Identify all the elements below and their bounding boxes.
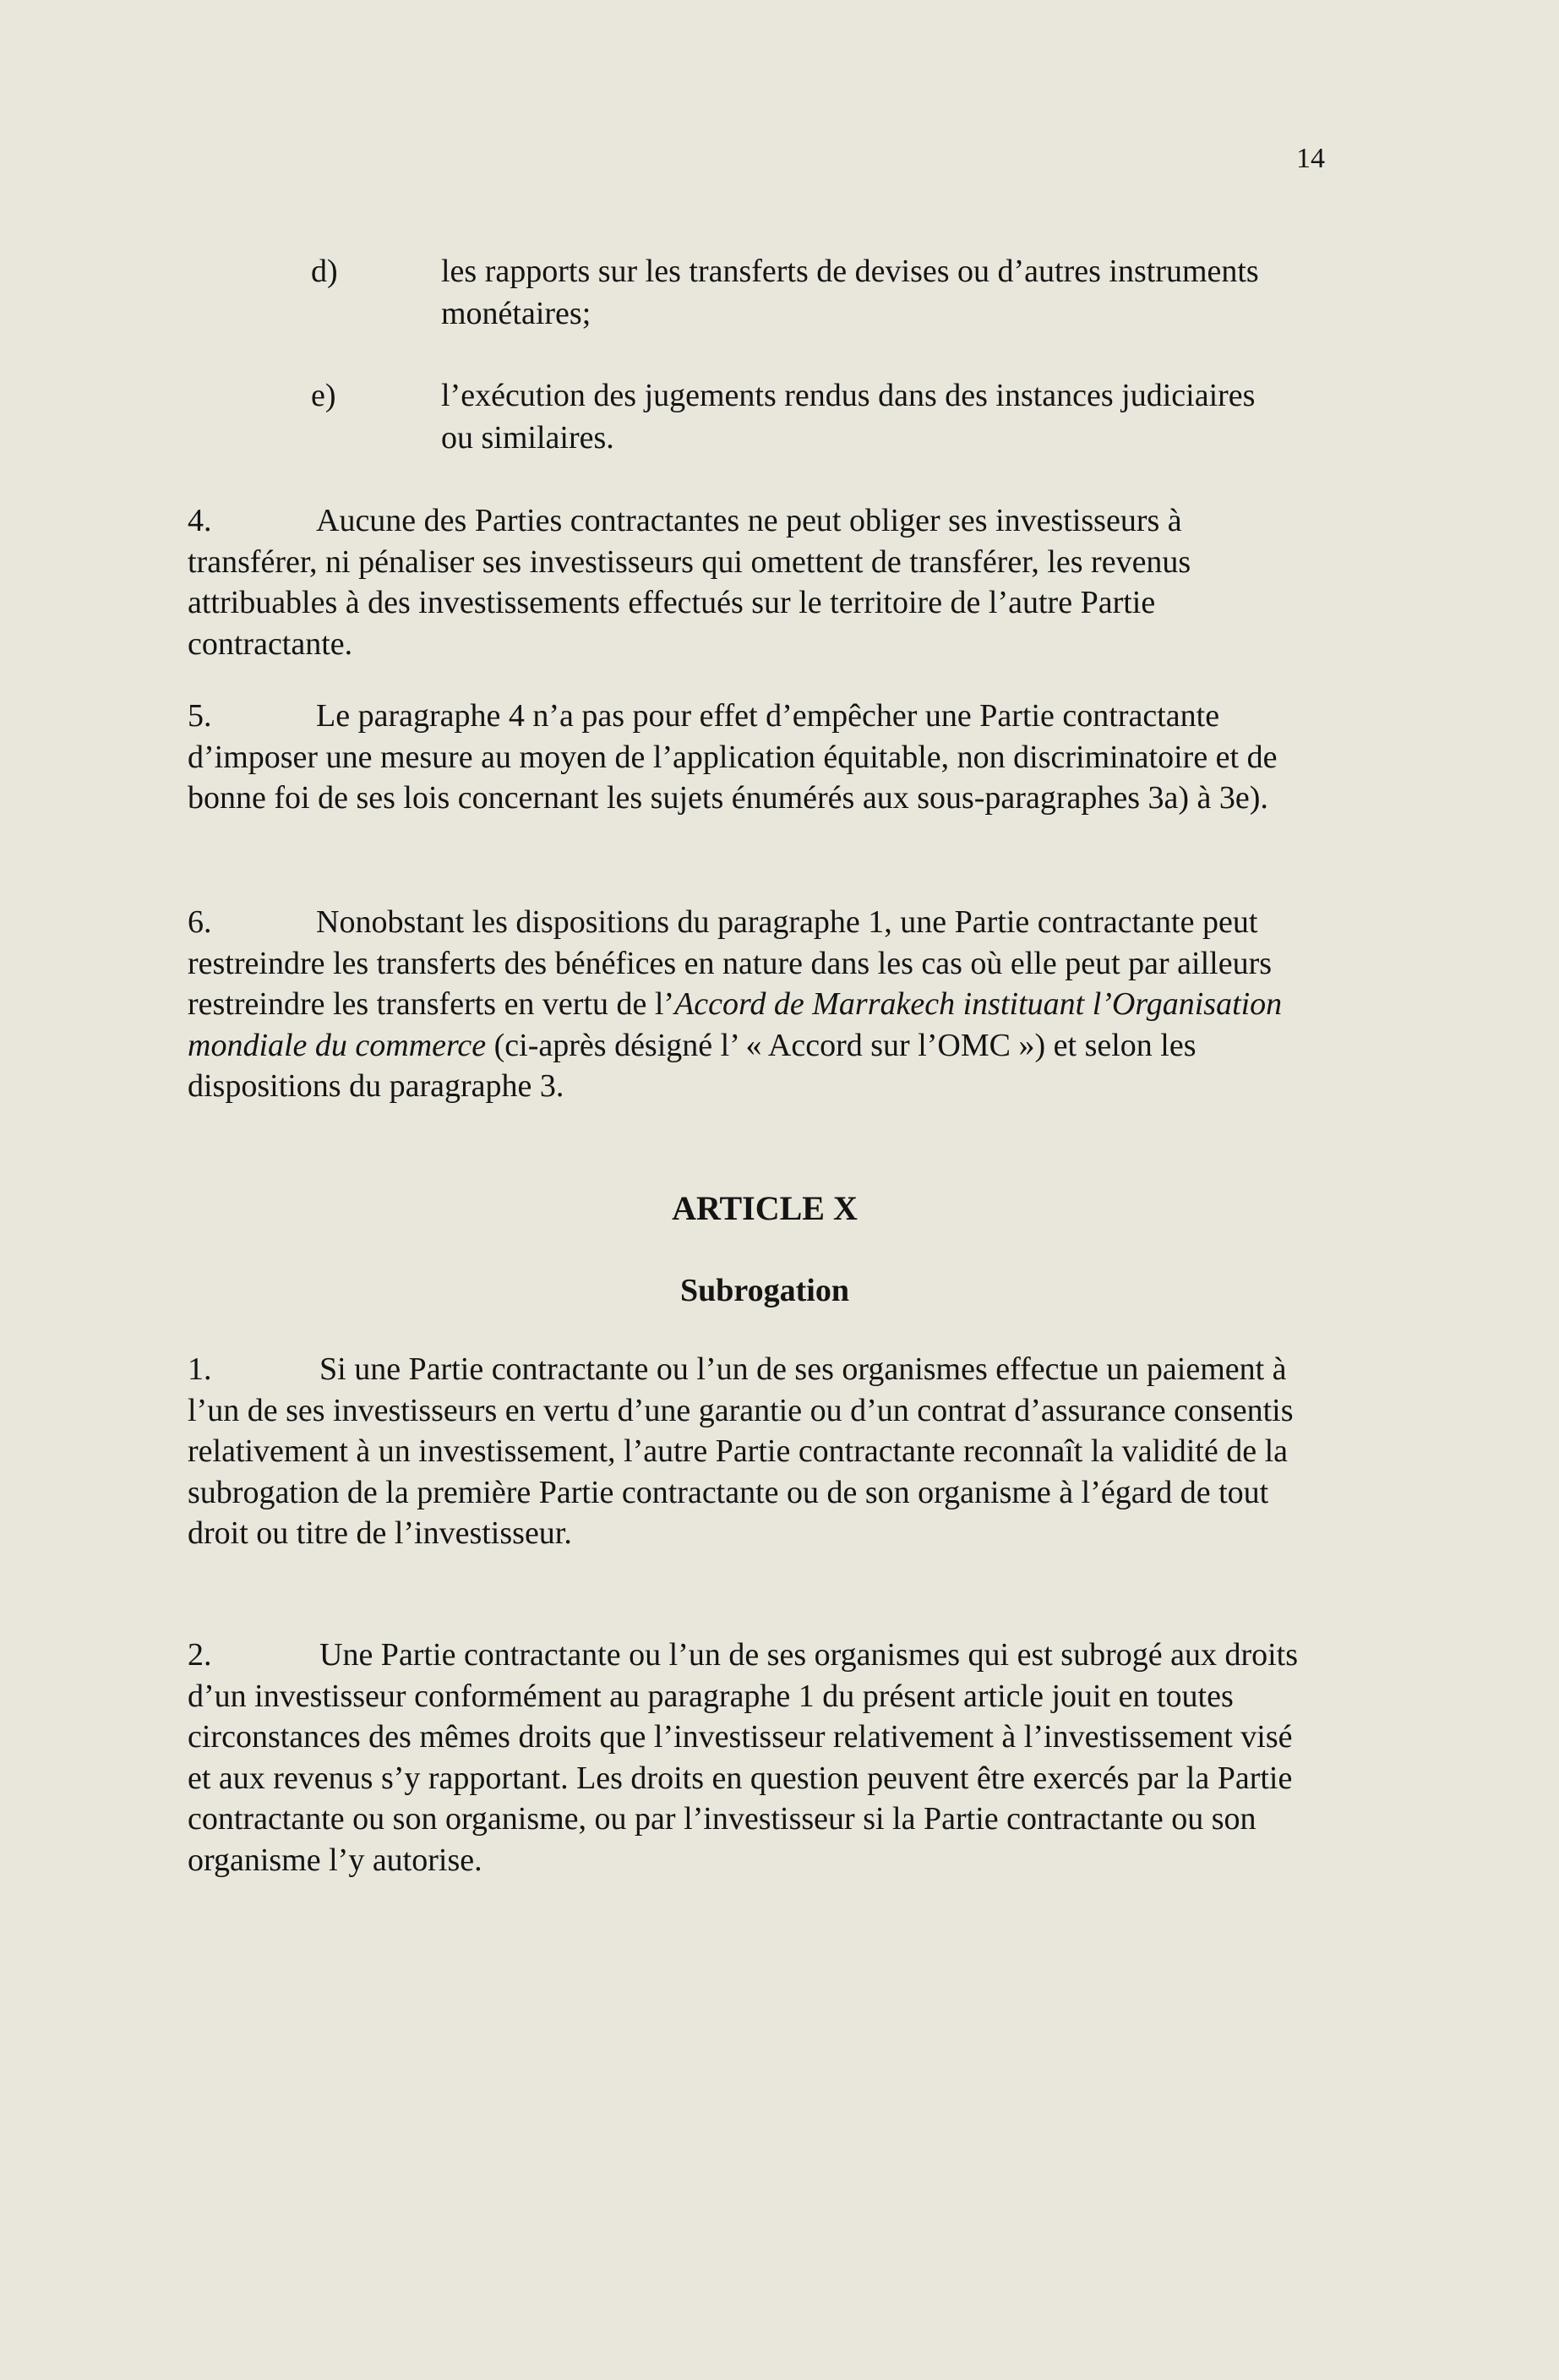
paragraph-number: 4. — [188, 503, 212, 538]
treaty-title: Accord de Marrakech instituant l’Organisation mondiale du commerce — [188, 986, 1283, 1063]
article-heading: ARTICLE X — [672, 1189, 858, 1227]
paragraph-number: 2. — [188, 1637, 212, 1673]
list-item-text: l’exécution des jugements rendus dans des instances judiciaires ou similaires. — [441, 378, 1256, 456]
section-title: Subrogation — [680, 1273, 849, 1308]
list-item-text: les rapports sur les transferts de devises ou d’autres instruments monétaires; — [441, 254, 1259, 331]
paragraph-5 — [188, 696, 1303, 819]
paragraph-text: Si une Partie contractante ou l’un de ses organismes effectue un paiement à l’un de ses investisseurs en vertu d’une garantie ou d’un contrat d’assurance consentis relativement à un investissement, l’autre Partie contractante reconnaît la validité de la subrogation de la première Partie contractante ou de son organisme à l’égard de tout droit ou titre de l’investisseur. — [188, 1351, 1294, 1551]
list-item-label: e) — [311, 378, 336, 413]
article-paragraph-1 — [188, 1349, 1303, 1554]
paragraph-number: 6. — [188, 904, 212, 940]
paragraph-text: Une Partie contractante ou l’un de ses organismes qui est subrogé aux droits d’un investisseur conformément au paragraphe 1 du présent article jouit en toutes circonstances des mêmes droits que l’investisseur relativement à l’investissement visé et aux revenus s’y rapportant. Les droits en question peuvent être exercés par la Partie contractante ou son organisme, ou par l’investisseur si la Partie contractante ou son organisme l’y autorise. — [188, 1637, 1299, 1878]
paragraph-text: Aucune des Parties contractantes ne peut obliger ses investisseurs à transférer, ni pénaliser ses investisseurs qui omettent de transférer, les revenus attribuables à des investissements effectués sur le territoire de l’autre Partie contractante. — [188, 503, 1191, 662]
paragraph-6 — [188, 902, 1303, 1107]
page-number: 14 — [1296, 143, 1325, 174]
list-item-label: d) — [311, 254, 338, 289]
article-paragraph-2 — [188, 1635, 1303, 1881]
paragraph-text-continued: (ci-après désigné l’ « Accord sur l’OMC ») et selon les dispositions du paragraphe 3. — [188, 1027, 1197, 1104]
paragraph-text: Le paragraphe 4 n’a pas pour effet d’empêcher une Partie contractante d’imposer une mesure au moyen de l’application équitable, non discriminatoire et de bonne foi de ses lois concernant les sujets énumérés aux sous-paragraphes 3a) à 3e). — [188, 698, 1278, 816]
paragraph-number: 5. — [188, 698, 212, 734]
paragraph-4 — [188, 500, 1303, 664]
paragraph-number: 1. — [188, 1351, 212, 1387]
paragraph-text: Nonobstant les dispositions du paragraphe 1, une Partie contractante peut restreindre les transferts des bénéfices en nature dans les cas où elle peut par ailleurs restreindre les transferts en vertu de l’ — [188, 904, 1273, 1022]
